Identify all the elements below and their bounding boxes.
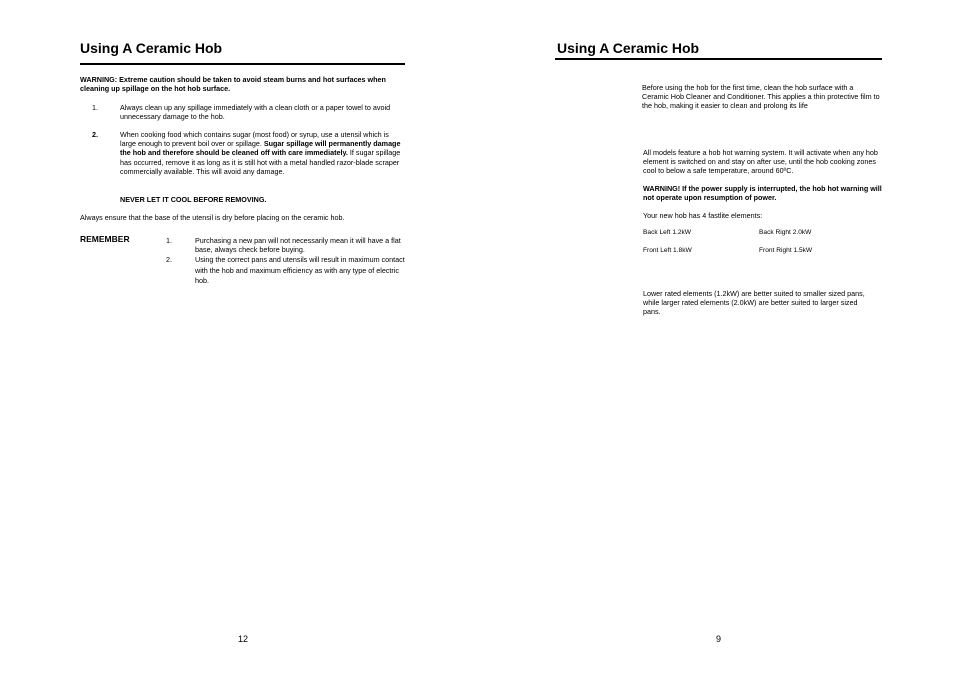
item-2-text-b: If sugar spillage has occurred, remove it as long as it is still hot with a metal handled razor-blade scraper commercially available. This will avoid any damage.	[120, 148, 401, 176]
element-back-right: Back Right 2.0kW	[759, 229, 812, 236]
right-page	[477, 0, 954, 674]
warning-system-text: All models feature a hob hot warning system. It will activate when any hob element is switched on and stay on after use, until the hob cooking zones cool to below a safe temperature, around 60ºC.	[643, 148, 878, 176]
item-1-text: Always clean up any spillage immediately with a clean cloth or a paper towel to avoid unnecessary damage to the hob.	[120, 103, 391, 122]
item-2-text-bold: Sugar spillage will permanently damage the hob and therefore should be cleaned off with care immediately.	[120, 139, 401, 158]
item-2-text	[120, 130, 405, 176]
remember-2-text: Using the correct pans and utensils will result in maximum contact with the hob and maximum efficiency as with any type of electric hob.	[195, 255, 405, 285]
never-note: NEVER LET IT COOL BEFORE REMOVING.	[120, 195, 267, 204]
element-front-right: Front Right 1.5kW	[759, 247, 813, 254]
elements-intro: Your new hob has 4 fastlite elements:	[643, 211, 763, 220]
item-1-number: 1.	[92, 103, 98, 112]
page-number: 9	[716, 634, 722, 644]
element-front-left: Front Left 1.8kW	[643, 247, 692, 254]
page-number: 12	[238, 634, 249, 644]
element-back-left: Back Left 1.2kW	[643, 229, 692, 236]
item-2-text-a: When cooking food which contains sugar (most food) or syrup, use a utensil which is large enough to prevent boil over or spillage.	[120, 130, 389, 149]
page-title: Using A Ceramic Hob	[557, 40, 700, 56]
item-2-number: 2.	[92, 130, 98, 139]
page-title: Using A Ceramic Hob	[80, 40, 223, 56]
warning-text: WARNING: Extreme caution should be taken to avoid steam burns and hot surfaces when cleaning up spillage on the hot hob surface.	[80, 75, 386, 94]
remember-1-number: 1.	[166, 236, 172, 245]
power-warning: WARNING! If the power supply is interrupted, the hob hot warning will not operate upon resumption of power.	[643, 184, 882, 203]
title-rule	[555, 58, 882, 60]
sizing-note: Lower rated elements (1.2kW) are better suited to smaller sized pans, while larger rated elements (2.0kW) are better suited to larger sized pans.	[643, 289, 865, 317]
title-rule	[80, 63, 405, 65]
intro-text: Before using the hob for the first time, clean the hob surface with a Ceramic Hob Cleaner and Conditioner. This applies a thin protective film to the hob, making it easier to clean and prolong its life	[642, 83, 880, 111]
always-note: Always ensure that the base of the utensil is dry before placing on the ceramic hob.	[80, 213, 345, 222]
remember-label: REMEMBER	[80, 234, 130, 244]
remember-1-text: Purchasing a new pan will not necessarily mean it will have a flat base, always check before buying.	[195, 236, 401, 255]
remember-2-number: 2.	[166, 255, 172, 264]
